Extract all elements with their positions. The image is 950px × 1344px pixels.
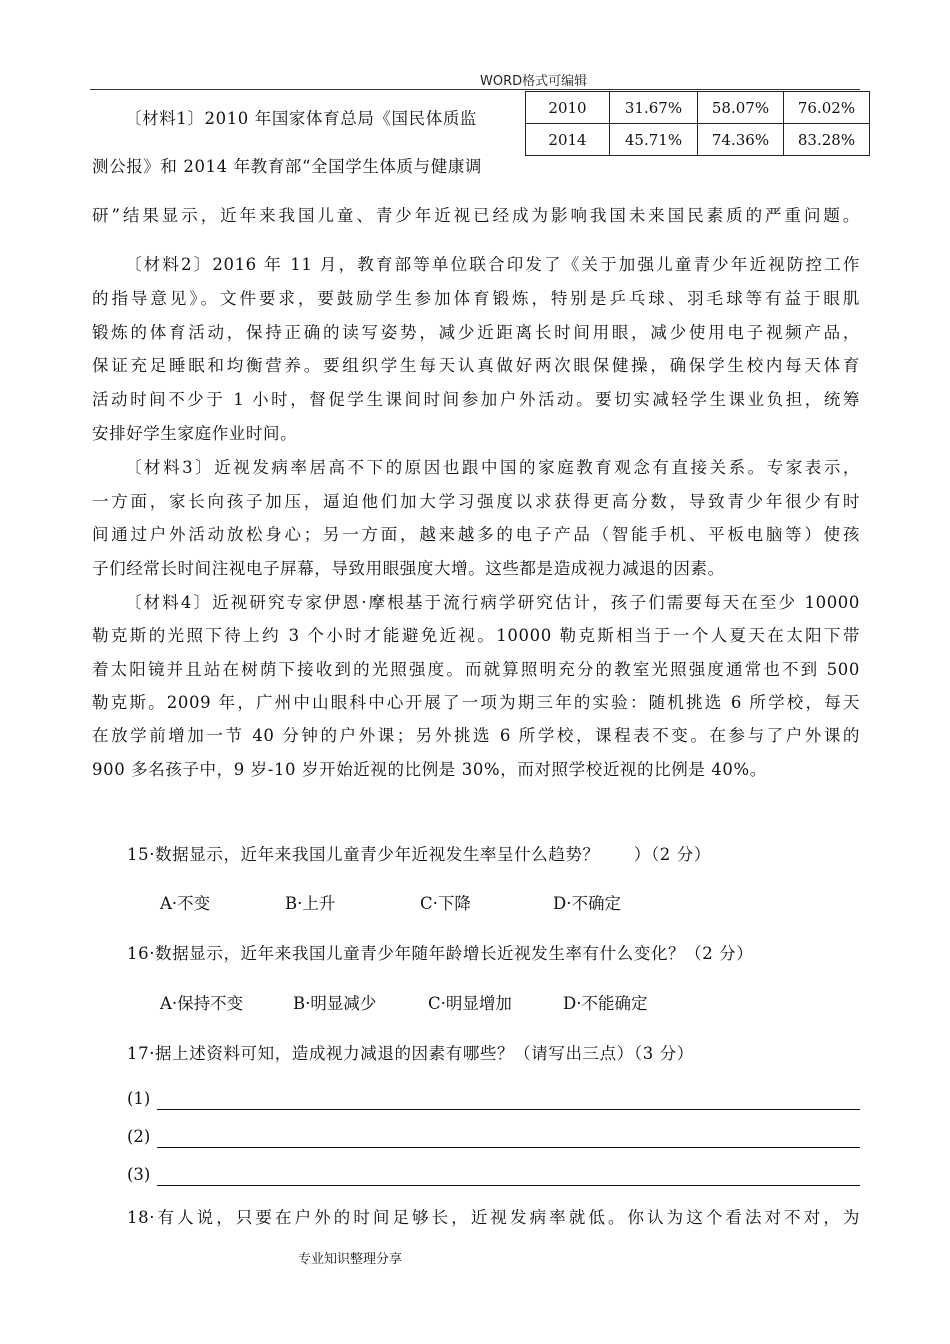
- q16-option-a: A·保持不变: [160, 994, 244, 1013]
- material2-line: 安排好学生家庭作业时间。: [92, 424, 298, 443]
- material4-line: 着太阳镜并且站在树荫下接收到的光照强度。而就算照明充分的教室光照强度通常也不到 500: [92, 660, 860, 679]
- answer-line: [157, 1147, 860, 1148]
- answer-blank-1[interactable]: [127, 1089, 860, 1113]
- question-16: 16·数据显示，近年来我国儿童青少年随年龄增长近视发生率有什么变化？（2 分）: [127, 944, 754, 963]
- material4-line: 〔材料4〕近视研究专家伊恩·摩根基于流行病学研究估计，孩子们需要每天在至少 10000: [125, 593, 860, 612]
- table-row: [526, 92, 870, 124]
- table-cell: 58.07%: [698, 92, 784, 124]
- question-17: 17·据上述资料可知，造成视力减退的因素有哪些？（请写出三点）（3 分）: [127, 1044, 694, 1063]
- material4-line: 在放学前增加一节 40 分钟的户外课；另外挑选 6 所学校，课程表不变。在参与了户外课的: [92, 726, 860, 745]
- answer-line: [157, 1185, 860, 1186]
- answer-blank-3[interactable]: [127, 1165, 860, 1189]
- material2-line: 〔材料2〕2016 年 11 月，教育部等单位联合印发了《关于加强儿童青少年近视防控工作: [125, 255, 860, 274]
- material2-line: 活动时间不少于 1 小时，督促学生课间时间参加户外活动。要切实减轻学生课业负担，统筹: [92, 390, 860, 409]
- table-cell: 83.28%: [784, 124, 870, 156]
- table-cell: 2010: [526, 92, 610, 124]
- material4-line: 900 多名孩子中，9 岁-10 岁开始近视的比例是 30%，而对照学校近视的比例是 40%。: [92, 760, 767, 779]
- myopia-rate-table: [525, 91, 870, 156]
- material4-line: 勒克斯的光照下待上约 3 个小时才能避免近视。10000 勒克斯相当于一个人夏天在太阳下带: [92, 626, 860, 645]
- question-16-options: [0, 990, 950, 1014]
- q15-option-d: D·不确定: [553, 894, 621, 913]
- blank-number: (3): [127, 1165, 151, 1184]
- material1-line: 测公报》和 2014 年教育部“全国学生体质与健康调: [92, 157, 483, 176]
- page-footer: 专业知识整理分享: [298, 1252, 403, 1267]
- blank-number: (1): [127, 1089, 151, 1108]
- header-divider: [90, 89, 860, 90]
- table-cell: 76.02%: [784, 92, 870, 124]
- blank-number: (2): [127, 1127, 151, 1146]
- table-cell: 31.67%: [610, 92, 698, 124]
- material3-line: 〔材料3〕近视发病率居高不下的原因也跟中国的家庭教育观念有直接关系。专家表示，: [125, 458, 860, 477]
- table-cell: 74.36%: [698, 124, 784, 156]
- table-row: [526, 124, 870, 156]
- material3-line: 间通过户外活动放松身心；另一方面，越来越多的电子产品（智能手机、平板电脑等）使孩: [92, 525, 860, 544]
- material1-line: 研”结果显示，近年来我国儿童、青少年近视已经成为影响我国未来国民素质的严重问题。: [92, 206, 860, 225]
- page-header: WORD格式可编辑: [480, 74, 588, 89]
- table-cell: 2014: [526, 124, 610, 156]
- q15-option-b: B·上升: [285, 894, 336, 913]
- table-cell: 45.71%: [610, 124, 698, 156]
- question-15: 15·数据显示，近年来我国儿童青少年近视发生率呈什么趋势？ ）（2 分）: [127, 845, 711, 864]
- q16-option-b: B·明显减少: [293, 994, 377, 1013]
- q16-option-d: D·不能确定: [563, 994, 648, 1013]
- material3-line: 子们经常长时间注视电子屏幕，导致用眼强度大增。这些都是造成视力减退的因素。: [92, 559, 725, 578]
- material2-line: 保证充足睡眠和均衡营养。要组织学生每天认真做好两次眼保健操，确保学生校内每天体育: [92, 356, 860, 375]
- material3-line: 一方面，家长向孩子加压，逼迫他们加大学习强度以求获得更高分数，导致青少年很少有时: [92, 492, 860, 511]
- question-18: 18·有人说，只要在户外的时间足够长，近视发病率就低。你认为这个看法对不对，为: [127, 1208, 860, 1227]
- q15-option-a: A·不变: [160, 894, 211, 913]
- q15-option-c: C·下降: [420, 894, 471, 913]
- material2-line: 锻炼的体育活动，保持正确的读写姿势，减少近距离长时间用眼，减少使用电子视频产品，: [92, 323, 860, 342]
- answer-blank-2[interactable]: [127, 1127, 860, 1151]
- question-15-options: [0, 890, 950, 914]
- answer-line: [157, 1109, 860, 1110]
- q16-option-c: C·明显增加: [428, 994, 512, 1013]
- material2-line: 的指导意见》。文件要求，要鼓励学生参加体育锻炼，特别是乒乓球、羽毛球等有益于眼肌: [92, 289, 860, 308]
- material4-line: 勒克斯。2009 年，广州中山眼科中心开展了一项为期三年的实验：随机挑选 6 所学校，每天: [92, 693, 860, 712]
- material1-line: 〔材料1〕2010 年国家体育总局《国民体质监: [125, 109, 478, 128]
